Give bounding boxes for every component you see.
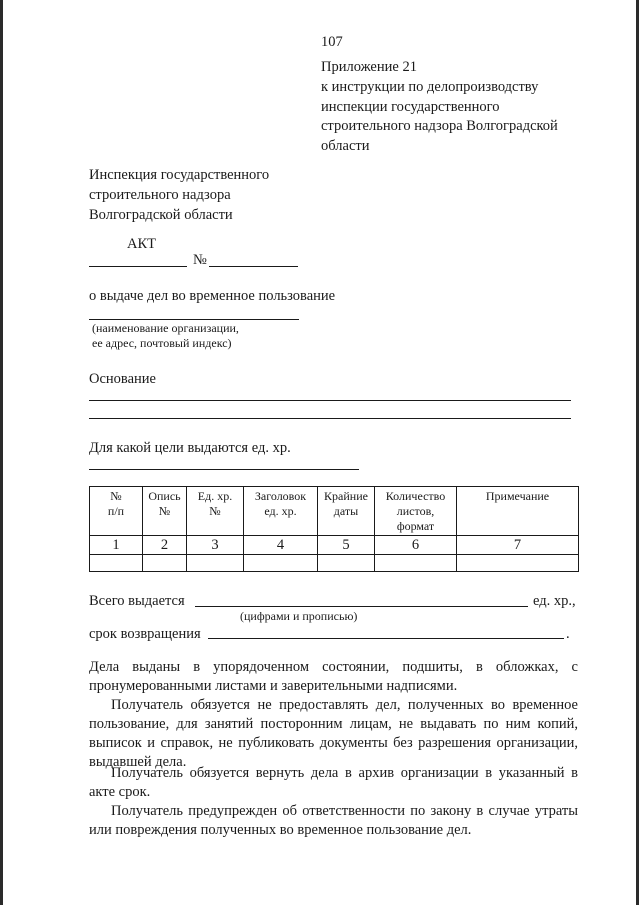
page-number: 107 (321, 34, 343, 50)
paragraph-obligation-return: Получатель обязуется вернуть дела в архив организации в указанный в акте срок. (89, 765, 578, 800)
column-header: Ед. хр. № (187, 487, 244, 536)
table-row (90, 555, 579, 572)
return-end-dot: . (566, 626, 570, 642)
appendix-line: строительного надзора Волгоградской (321, 118, 558, 134)
table-header-row (90, 487, 579, 536)
table-cell (187, 555, 244, 572)
left-scan-edge (0, 0, 3, 905)
basis-blank-2 (89, 418, 571, 419)
right-scan-edge (636, 0, 639, 905)
act-number-sign: № (193, 252, 207, 268)
act-title: АКТ (127, 236, 156, 252)
total-blank (195, 606, 528, 607)
return-label: срок возвращения (89, 626, 201, 642)
column-header: Заголовок ед. хр. (244, 487, 318, 536)
purpose-blank (89, 469, 359, 470)
table-cell (143, 555, 187, 572)
purpose-label: Для какой цели выдаются ед. хр. (89, 440, 291, 456)
organization-caption: ее адрес, почтовый индекс) (92, 336, 232, 350)
act-number-blank (209, 266, 298, 267)
column-number: 3 (187, 536, 244, 555)
organization-line: Волгоградской области (89, 207, 233, 223)
organization-line: строительного надзора (89, 187, 231, 203)
basis-blank-1 (89, 400, 571, 401)
return-blank (208, 638, 564, 639)
appendix-line: к инструкции по делопроизводству (321, 79, 539, 95)
register-table (89, 486, 579, 572)
act-date-blank (89, 266, 187, 267)
table-cell (244, 555, 318, 572)
total-caption: (цифрами и прописью) (240, 609, 358, 623)
paragraph-responsibility: Получатель предупрежден об ответственности по закону в случае утраты или повреждения полученных во временное пользование дел. (89, 803, 578, 838)
column-header: Количество листов, формат (375, 487, 457, 536)
table-cell (90, 555, 143, 572)
paragraph-obligation-access: Получатель обязуется не предоставлять дел, полученных во временное пользование, для занятий посторонним лицам, не выдавать по ним копий, выписок и справок, не публиковать документы без разрешения организации, выдавшей дела. (89, 697, 578, 770)
table-cell (375, 555, 457, 572)
column-header: Крайние даты (318, 487, 375, 536)
column-number: 7 (457, 536, 579, 555)
organization-name-blank (89, 319, 299, 320)
column-number: 6 (375, 536, 457, 555)
organization-caption: (наименование организации, (92, 321, 239, 335)
basis-label: Основание (89, 371, 156, 387)
column-header: Опись № (143, 487, 187, 536)
organization-line: Инспекция государственного (89, 167, 270, 183)
total-label: Всего выдается (89, 593, 185, 609)
column-header: № п/п (90, 487, 143, 536)
appendix-line: инспекции государственного (321, 99, 500, 115)
table-cell (318, 555, 375, 572)
appendix-title: Приложение 21 (321, 59, 417, 75)
act-subject: о выдаче дел во временное пользование (89, 288, 336, 304)
paragraph-condition: Дела выданы в упорядоченном состоянии, подшиты, в обложках, с пронумерованными листами и заверительными надписями. (89, 659, 578, 694)
column-header: Примечание (457, 487, 579, 536)
column-number: 1 (90, 536, 143, 555)
table-number-row (90, 536, 579, 555)
appendix-line: области (321, 138, 370, 154)
column-number: 4 (244, 536, 318, 555)
column-number: 5 (318, 536, 375, 555)
table-cell (457, 555, 579, 572)
column-number: 2 (143, 536, 187, 555)
total-unit: ед. хр., (533, 593, 576, 609)
